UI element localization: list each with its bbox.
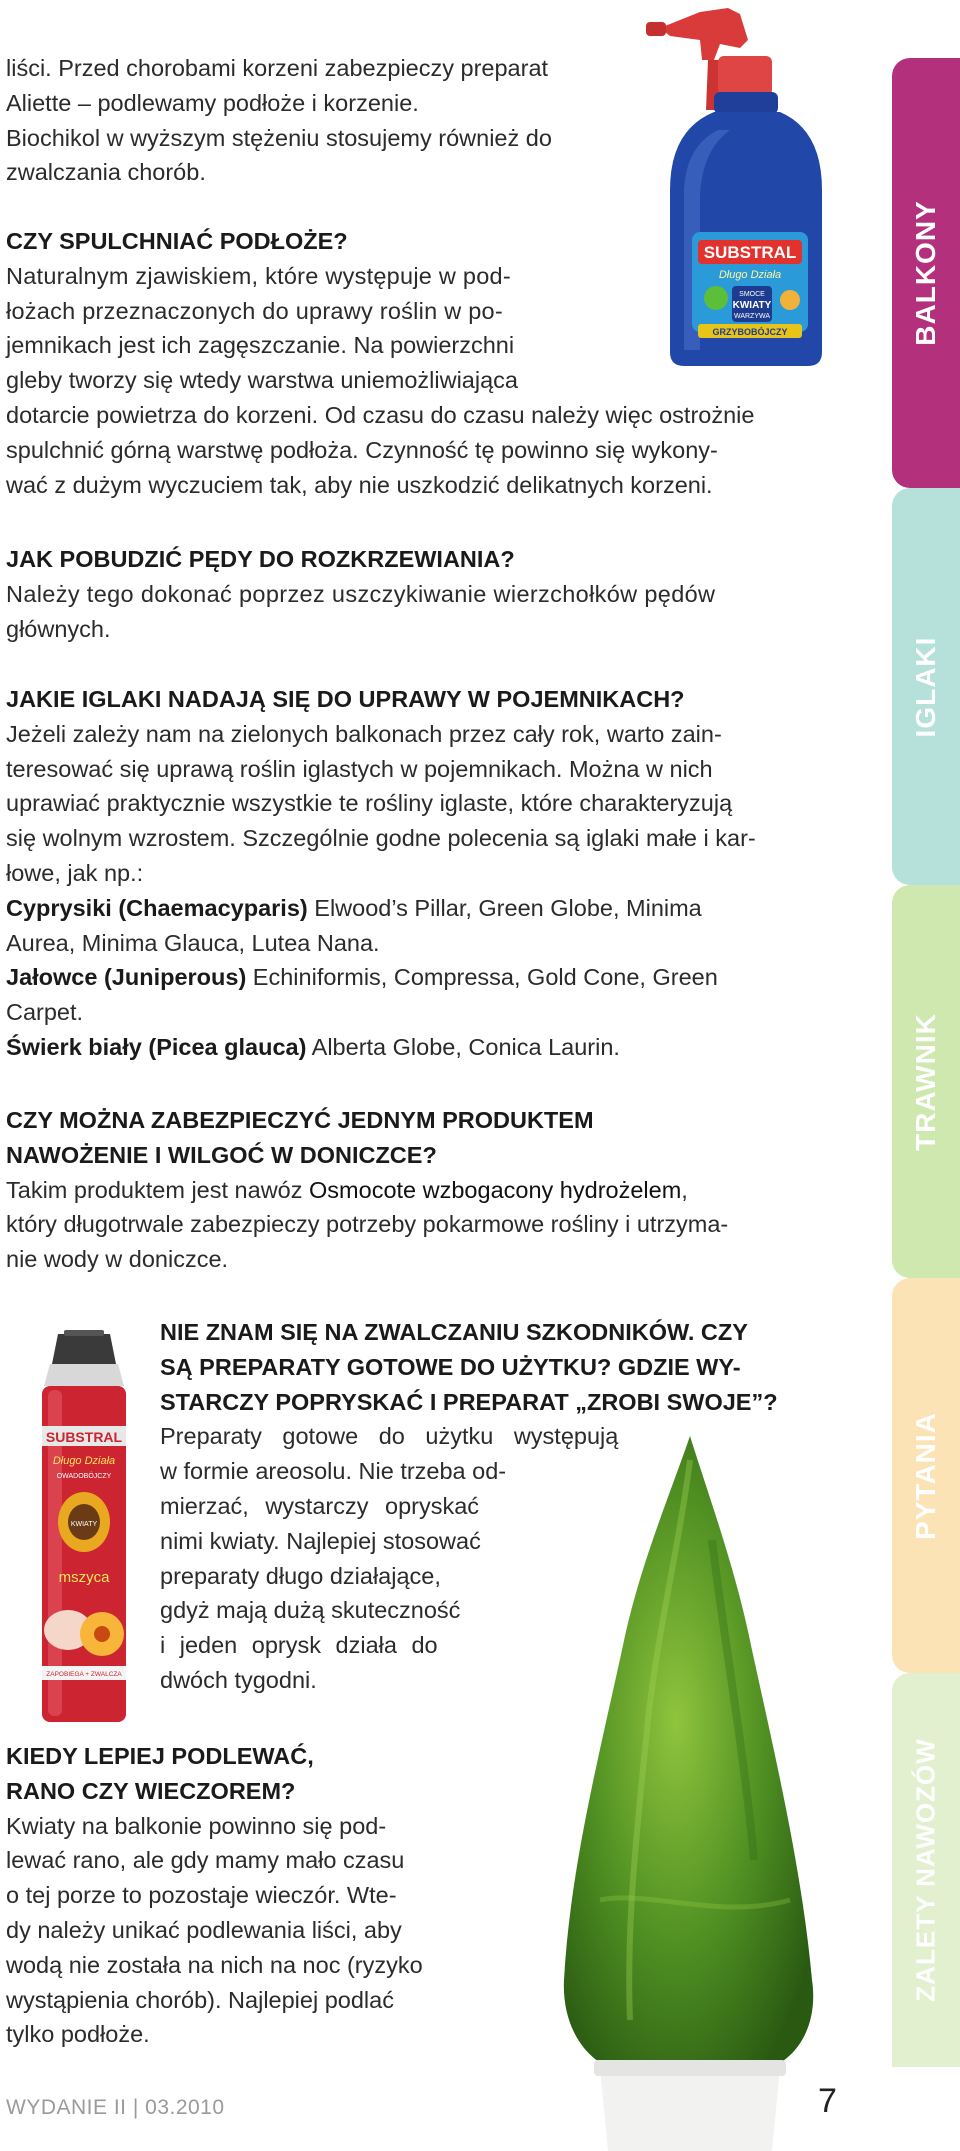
- conifer-name: Cyprysiki (Chaemacyparis): [6, 894, 308, 921]
- spray-bottle-image: [640, 0, 830, 370]
- aerosol-name: mszyca: [58, 1569, 110, 1586]
- page-number: 7: [818, 2082, 837, 2120]
- section-watering: [6, 1739, 423, 2052]
- text-line: lewać rano, ale gdy mamy mało czasu: [6, 1847, 405, 1874]
- text-line: [6, 1173, 728, 1208]
- spray-label-line: KWIATY: [732, 300, 772, 311]
- aerosol-band: ZAPOBIEGA + ZWALCZA: [46, 1671, 122, 1678]
- text-line: nimi kwiaty. Najlepiej stosować: [160, 1527, 481, 1554]
- tab-balkony[interactable]: [892, 58, 960, 488]
- text-line: gleby tworzy się wtedy warstwa uniemożliwiająca: [6, 367, 518, 394]
- text-line: liści. Przed chorobami korzeni zabezpieczy preparat: [6, 55, 549, 81]
- tab-iglaki[interactable]: [892, 488, 960, 885]
- spray-label-line: SMOCE: [739, 291, 765, 298]
- text-line: nie wody w doniczce.: [6, 1246, 229, 1273]
- section-heading: CZY MOŻNA ZABEZPIECZYĆ JEDNYM PRODUKTEM: [6, 1107, 594, 1133]
- text-line: dwóch tygodni.: [160, 1666, 317, 1693]
- conifer-juniper: [6, 960, 756, 995]
- aerosol-type: OWADOBÓJCZY: [56, 1473, 112, 1480]
- section-heading: JAK POBUDZIĆ PĘDY DO ROZKRZEWIANIA?: [6, 546, 515, 572]
- conifer-cypress: [6, 891, 756, 926]
- text-line: Jeżeli zależy nam na zielonych balkonach przez cały rok, warto zain-: [6, 720, 722, 747]
- aerosol-brand: SUBSTRAL: [45, 1429, 123, 1445]
- text-line: Biochikol w wyższym stężeniu stosujemy również do: [6, 124, 552, 151]
- text-line: gdyż mają dużą skuteczność: [160, 1597, 461, 1624]
- tab-label: PYTANIA: [910, 1411, 941, 1540]
- text-line: Należy tego dokonać poprzez uszczykiwanie wierzchołków pędów: [6, 580, 716, 607]
- intro-paragraph: [6, 51, 552, 190]
- product-name: Osmocote wzbogacony hydrożelem: [309, 1176, 682, 1203]
- text-line: Naturalnym zjawiskiem, które występuje w pod-: [6, 262, 511, 289]
- conifer-name: Świerk biały (Picea glauca): [6, 1033, 307, 1060]
- section-conifers: [6, 682, 756, 1065]
- tab-pytania[interactable]: [892, 1278, 960, 1673]
- conifer-varieties: Echiniformis, Compressa, Gold Cone, Green: [246, 964, 718, 991]
- text-fragment: ,: [681, 1176, 688, 1203]
- text-line: głównych.: [6, 615, 111, 642]
- tab-trawnik[interactable]: [892, 885, 960, 1278]
- aerosol-subtitle: Długo Działa: [52, 1455, 116, 1467]
- section-shoots: [6, 542, 715, 646]
- text-line: o tej porze to pozostaje wieczór. Wte-: [6, 1882, 397, 1909]
- text-fragment: Takim produktem jest nawóz: [6, 1176, 310, 1203]
- conifer-varieties: Elwood’s Pillar, Green Globe, Minima: [307, 894, 702, 921]
- section-heading: STARCZY POPRYSKAĆ I PREPARAT „ZROBI SWOJE”?: [160, 1388, 778, 1415]
- text-line: Aliette – podlewamy podłoże i korzenie.: [6, 89, 419, 116]
- text-line: mierzać, wystarczy opryskać: [160, 1492, 480, 1519]
- spray-label-line: WARZYWA: [733, 313, 771, 320]
- section-heading: SĄ PREPARATY GOTOWE DO UŻYTKU? GDZIE WY-: [160, 1353, 741, 1380]
- text-line: wodą nie została na nich na noc (ryzyko: [6, 1951, 423, 1978]
- text-line: tylko podłoże.: [6, 2021, 150, 2048]
- text-line: Aurea, Minima Glauca, Lutea Nana.: [6, 929, 380, 956]
- section-heading: CZY SPULCHNIAĆ PODŁOŻE?: [6, 228, 348, 254]
- conifer-tree-image: [540, 1420, 830, 2151]
- text-line: dy należy unikać podlewania liści, aby: [6, 1916, 402, 1943]
- text-line: i jeden oprysk działa do: [160, 1632, 438, 1659]
- text-line: preparaty długo działające,: [160, 1562, 441, 1589]
- section-heading: KIEDY LEPIEJ PODLEWAĆ,: [6, 1743, 314, 1769]
- text-line: Carpet.: [6, 999, 84, 1026]
- text-line: Kwiaty na balkonie powinno się pod-: [6, 1812, 387, 1839]
- text-line: teresować się uprawą roślin iglastych w pojemnikach. Można w nich: [6, 755, 713, 782]
- tab-label: IGLAKI: [910, 636, 941, 737]
- section-heading: NAWOŻENIE I WILGOĆ W DONICZCE?: [6, 1141, 437, 1168]
- section-heading: RANO CZY WIECZOREM?: [6, 1777, 296, 1804]
- text-line: łowe, jak np.:: [6, 859, 144, 886]
- text-line: łożach przeznaczonych do uprawy roślin w po-: [6, 297, 503, 324]
- text-line: wać z dużym wyczuciem tak, aby nie uszkodzić delikatnych korzeni.: [6, 471, 713, 498]
- aerosol-badge: KWIATY: [70, 1521, 98, 1528]
- section-fertilizer: [6, 1103, 728, 1277]
- spray-brand: SUBSTRAL: [703, 243, 797, 262]
- tab-label: BALKONY: [910, 200, 941, 346]
- conifer-name: Jałowce (Juniperous): [6, 964, 247, 991]
- text-line: w formie areosolu. Nie trzeba od-: [160, 1458, 507, 1485]
- text-line: który długotrwale zabezpieczy potrzeby pokarmowe rośliny i utrzyma-: [6, 1211, 729, 1238]
- text-line: jemnikach jest ich zagęszczanie. Na powierzchni: [6, 332, 515, 359]
- text-line: wystąpienia chorób). Najlepiej podlać: [6, 1986, 394, 2013]
- conifer-spruce: [6, 1030, 756, 1065]
- spray-subtitle: Długo Działa: [718, 269, 782, 281]
- text-line: spulchnić górną warstwę podłoża. Czynność tę powinno się wykony-: [6, 436, 718, 463]
- text-line: się wolnym wzrostem. Szczególnie godne polecenia są iglaki małe i kar-: [6, 825, 756, 852]
- text-line: dotarcie powietrza do korzeni. Od czasu do czasu należy więc ostrożnie: [6, 401, 755, 428]
- spray-band: GRZYBOBÓJCZY: [712, 327, 788, 337]
- conifer-varieties: Alberta Globe, Conica Laurin.: [306, 1033, 620, 1060]
- tab-label: ZALETY NAWOZÓW: [910, 1738, 941, 2002]
- edition-footer: WYDANIE II | 03.2010: [6, 2096, 225, 2119]
- text-line: zwalczania chorób.: [6, 159, 206, 186]
- section-heading: NIE ZNAM SIĘ NA ZWALCZANIU SZKODNIKÓW. CZY: [160, 1319, 748, 1345]
- tab-label: TRAWNIK: [910, 1012, 941, 1151]
- aerosol-can-image: [24, 1330, 144, 1730]
- section-heading: JAKIE IGLAKI NADAJĄ SIĘ DO UPRAWY W POJEMNIKACH?: [6, 686, 685, 712]
- text-line: uprawiać praktycznie wszystkie te rośliny iglaste, które charakteryzują: [6, 790, 733, 817]
- text-line: Preparaty gotowe do użytku występują: [160, 1423, 619, 1450]
- tab-zalety-nawozow[interactable]: [892, 1673, 960, 2067]
